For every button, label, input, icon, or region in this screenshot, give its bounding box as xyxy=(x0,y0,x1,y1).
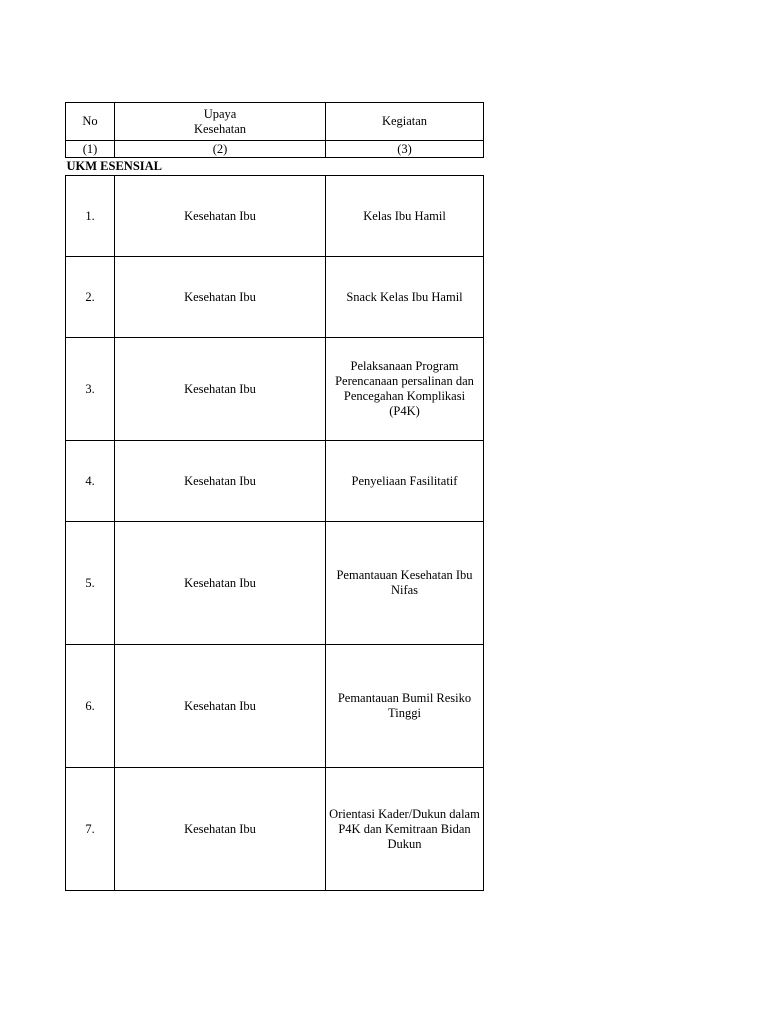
row-kegiatan-text: Penyeliaan Fasilitatif xyxy=(351,473,458,488)
row-upaya: Kesehatan Ibu xyxy=(115,768,326,891)
table-row xyxy=(66,257,484,338)
row-kegiatan-text: Orientasi Kader/Dukun dalam P4K dan Kemitraan Bidan Dukun xyxy=(329,806,480,851)
table-row xyxy=(66,768,484,891)
row-no: 3. xyxy=(66,338,115,441)
row-no: 1. xyxy=(66,176,115,257)
row-kegiatan xyxy=(326,441,484,522)
header-kegiatan: Kegiatan xyxy=(326,103,484,141)
section-row xyxy=(66,158,484,176)
row-upaya: Kesehatan Ibu xyxy=(115,257,326,338)
row-kegiatan xyxy=(326,338,484,441)
column-index-row xyxy=(66,141,484,158)
section-label-ukm-esensial: UKM ESENSIAL xyxy=(66,159,163,173)
row-kegiatan-text: Pelaksanaan Program Perencanaan persalinan dan Pencegahan Komplikasi (P4K) xyxy=(335,359,474,418)
row-kegiatan xyxy=(326,768,484,891)
row-kegiatan-text: Kelas Ibu Hamil xyxy=(363,208,446,223)
column-index-3: (3) xyxy=(326,141,484,158)
header-no: No xyxy=(66,103,115,141)
activity-table xyxy=(65,102,484,891)
table-row xyxy=(66,176,484,257)
row-no: 2. xyxy=(66,257,115,338)
row-kegiatan-text: Pemantauan Bumil Resiko Tinggi xyxy=(337,691,472,720)
table-row xyxy=(66,522,484,645)
row-kegiatan xyxy=(326,176,484,257)
row-upaya: Kesehatan Ibu xyxy=(115,645,326,768)
row-no: 5. xyxy=(66,522,115,645)
row-upaya: Kesehatan Ibu xyxy=(115,522,326,645)
row-no: 7. xyxy=(66,768,115,891)
row-upaya: Kesehatan Ibu xyxy=(115,441,326,522)
activity-table-sheet xyxy=(65,102,483,891)
column-index-1: (1) xyxy=(66,141,115,158)
table-row xyxy=(66,338,484,441)
column-index-2: (2) xyxy=(115,141,326,158)
header-upaya-line2: Kesehatan xyxy=(193,121,247,136)
table-row xyxy=(66,645,484,768)
row-kegiatan xyxy=(326,257,484,338)
row-kegiatan-text: Snack Kelas Ibu Hamil xyxy=(346,289,463,304)
header-upaya-kesehatan xyxy=(115,103,326,141)
row-no: 4. xyxy=(66,441,115,522)
row-no: 6. xyxy=(66,645,115,768)
table-header-row xyxy=(66,103,484,141)
table-row xyxy=(66,441,484,522)
row-upaya: Kesehatan Ibu xyxy=(115,176,326,257)
header-upaya-line1: Upaya xyxy=(203,106,237,121)
row-kegiatan-text: Pemantauan Kesehatan Ibu Nifas xyxy=(336,568,473,597)
row-kegiatan xyxy=(326,645,484,768)
row-upaya: Kesehatan Ibu xyxy=(115,338,326,441)
row-kegiatan xyxy=(326,522,484,645)
